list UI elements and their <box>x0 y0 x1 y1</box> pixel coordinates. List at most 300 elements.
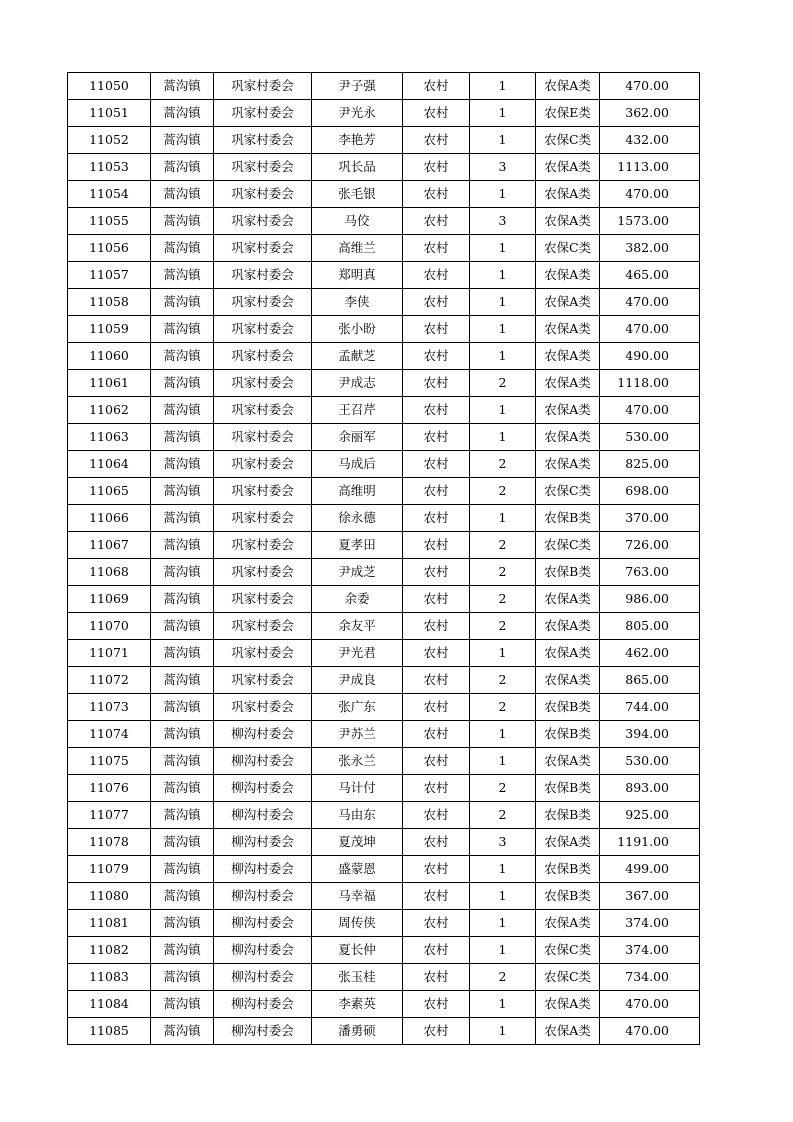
person-name-cell: 余丽军 <box>312 424 403 451</box>
residence-type-cell: 农村 <box>403 910 470 937</box>
village-committee-cell: 巩家村委会 <box>214 370 312 397</box>
town-cell: 蒿沟镇 <box>151 964 214 991</box>
household-size-cell: 1 <box>470 181 536 208</box>
household-size-cell: 2 <box>470 667 536 694</box>
town-cell: 蒿沟镇 <box>151 586 214 613</box>
record-id-cell: 11072 <box>68 667 151 694</box>
person-name-cell: 王召芹 <box>312 397 403 424</box>
village-committee-cell: 巩家村委会 <box>214 586 312 613</box>
table-row <box>68 262 700 289</box>
record-id-cell: 11059 <box>68 316 151 343</box>
town-cell: 蒿沟镇 <box>151 640 214 667</box>
town-cell: 蒿沟镇 <box>151 613 214 640</box>
insurance-category-cell: 农保B类 <box>536 694 600 721</box>
amount-cell: 470.00 <box>600 289 700 316</box>
household-size-cell: 1 <box>470 640 536 667</box>
table-row <box>68 748 700 775</box>
household-size-cell: 2 <box>470 559 536 586</box>
household-size-cell: 1 <box>470 910 536 937</box>
town-cell: 蒿沟镇 <box>151 235 214 262</box>
village-committee-cell: 柳沟村委会 <box>214 910 312 937</box>
insurance-category-cell: 农保A类 <box>536 343 600 370</box>
household-size-cell: 1 <box>470 856 536 883</box>
town-cell: 蒿沟镇 <box>151 505 214 532</box>
amount-cell: 734.00 <box>600 964 700 991</box>
residence-type-cell: 农村 <box>403 451 470 478</box>
amount-cell: 394.00 <box>600 721 700 748</box>
record-id-cell: 11082 <box>68 937 151 964</box>
record-id-cell: 11051 <box>68 100 151 127</box>
insurance-category-cell: 农保C类 <box>536 964 600 991</box>
village-committee-cell: 巩家村委会 <box>214 667 312 694</box>
household-size-cell: 1 <box>470 235 536 262</box>
amount-cell: 1191.00 <box>600 829 700 856</box>
village-committee-cell: 巩家村委会 <box>214 478 312 505</box>
residence-type-cell: 农村 <box>403 1018 470 1045</box>
amount-cell: 865.00 <box>600 667 700 694</box>
table-row <box>68 532 700 559</box>
town-cell: 蒿沟镇 <box>151 937 214 964</box>
table-row <box>68 1018 700 1045</box>
amount-cell: 470.00 <box>600 73 700 100</box>
person-name-cell: 李侠 <box>312 289 403 316</box>
record-id-cell: 11058 <box>68 289 151 316</box>
insurance-category-cell: 农保A类 <box>536 451 600 478</box>
amount-cell: 893.00 <box>600 775 700 802</box>
table-row <box>68 667 700 694</box>
table-row <box>68 964 700 991</box>
insurance-category-cell: 农保B类 <box>536 856 600 883</box>
town-cell: 蒿沟镇 <box>151 100 214 127</box>
record-id-cell: 11070 <box>68 613 151 640</box>
residence-type-cell: 农村 <box>403 424 470 451</box>
village-committee-cell: 巩家村委会 <box>214 262 312 289</box>
amount-cell: 367.00 <box>600 883 700 910</box>
household-size-cell: 2 <box>470 451 536 478</box>
village-committee-cell: 巩家村委会 <box>214 181 312 208</box>
village-committee-cell: 柳沟村委会 <box>214 829 312 856</box>
insurance-category-cell: 农保A类 <box>536 316 600 343</box>
town-cell: 蒿沟镇 <box>151 694 214 721</box>
insurance-category-cell: 农保B类 <box>536 883 600 910</box>
person-name-cell: 孟献芝 <box>312 343 403 370</box>
table-row <box>68 991 700 1018</box>
residence-type-cell: 农村 <box>403 559 470 586</box>
household-size-cell: 1 <box>470 397 536 424</box>
person-name-cell: 马成后 <box>312 451 403 478</box>
household-size-cell: 2 <box>470 370 536 397</box>
household-size-cell: 2 <box>470 694 536 721</box>
person-name-cell: 张小盼 <box>312 316 403 343</box>
person-name-cell: 尹子强 <box>312 73 403 100</box>
residence-type-cell: 农村 <box>403 289 470 316</box>
insurance-category-cell: 农保A类 <box>536 289 600 316</box>
record-id-cell: 11054 <box>68 181 151 208</box>
insurance-category-cell: 农保B类 <box>536 721 600 748</box>
insurance-category-cell: 农保B类 <box>536 802 600 829</box>
town-cell: 蒿沟镇 <box>151 856 214 883</box>
residence-type-cell: 农村 <box>403 397 470 424</box>
record-id-cell: 11064 <box>68 451 151 478</box>
record-id-cell: 11076 <box>68 775 151 802</box>
town-cell: 蒿沟镇 <box>151 343 214 370</box>
town-cell: 蒿沟镇 <box>151 73 214 100</box>
record-id-cell: 11085 <box>68 1018 151 1045</box>
record-id-cell: 11081 <box>68 910 151 937</box>
person-name-cell: 马计付 <box>312 775 403 802</box>
village-committee-cell: 柳沟村委会 <box>214 856 312 883</box>
table-row <box>68 235 700 262</box>
table-row <box>68 802 700 829</box>
insurance-category-cell: 农保A类 <box>536 829 600 856</box>
amount-cell: 530.00 <box>600 424 700 451</box>
village-committee-cell: 巩家村委会 <box>214 100 312 127</box>
record-id-cell: 11084 <box>68 991 151 1018</box>
residence-type-cell: 农村 <box>403 478 470 505</box>
record-id-cell: 11057 <box>68 262 151 289</box>
residence-type-cell: 农村 <box>403 262 470 289</box>
household-size-cell: 1 <box>470 127 536 154</box>
household-size-cell: 1 <box>470 505 536 532</box>
town-cell: 蒿沟镇 <box>151 721 214 748</box>
household-size-cell: 1 <box>470 1018 536 1045</box>
table-row <box>68 829 700 856</box>
town-cell: 蒿沟镇 <box>151 991 214 1018</box>
residence-type-cell: 农村 <box>403 316 470 343</box>
record-id-cell: 11063 <box>68 424 151 451</box>
amount-cell: 698.00 <box>600 478 700 505</box>
insurance-category-cell: 农保A类 <box>536 370 600 397</box>
amount-cell: 805.00 <box>600 613 700 640</box>
table-row <box>68 721 700 748</box>
town-cell: 蒿沟镇 <box>151 1018 214 1045</box>
residence-type-cell: 农村 <box>403 208 470 235</box>
household-size-cell: 1 <box>470 748 536 775</box>
residence-type-cell: 农村 <box>403 991 470 1018</box>
table-row <box>68 343 700 370</box>
person-name-cell: 张广东 <box>312 694 403 721</box>
village-committee-cell: 巩家村委会 <box>214 154 312 181</box>
amount-cell: 744.00 <box>600 694 700 721</box>
amount-cell: 374.00 <box>600 910 700 937</box>
amount-cell: 1113.00 <box>600 154 700 181</box>
residence-type-cell: 农村 <box>403 667 470 694</box>
amount-cell: 470.00 <box>600 1018 700 1045</box>
household-size-cell: 3 <box>470 829 536 856</box>
residence-type-cell: 农村 <box>403 721 470 748</box>
insurance-category-cell: 农保A类 <box>536 181 600 208</box>
person-name-cell: 徐永德 <box>312 505 403 532</box>
amount-cell: 465.00 <box>600 262 700 289</box>
residence-type-cell: 农村 <box>403 343 470 370</box>
record-id-cell: 11069 <box>68 586 151 613</box>
record-id-cell: 11077 <box>68 802 151 829</box>
table-row <box>68 181 700 208</box>
table-row <box>68 127 700 154</box>
residence-type-cell: 农村 <box>403 235 470 262</box>
amount-cell: 825.00 <box>600 451 700 478</box>
insurance-category-cell: 农保A类 <box>536 613 600 640</box>
village-committee-cell: 柳沟村委会 <box>214 721 312 748</box>
amount-cell: 1118.00 <box>600 370 700 397</box>
household-size-cell: 1 <box>470 73 536 100</box>
residence-type-cell: 农村 <box>403 640 470 667</box>
record-id-cell: 11056 <box>68 235 151 262</box>
table-row <box>68 451 700 478</box>
town-cell: 蒿沟镇 <box>151 667 214 694</box>
town-cell: 蒿沟镇 <box>151 802 214 829</box>
record-id-cell: 11067 <box>68 532 151 559</box>
table-row <box>68 100 700 127</box>
ledger-body <box>68 73 700 1045</box>
insurance-category-cell: 农保C类 <box>536 127 600 154</box>
household-size-cell: 1 <box>470 100 536 127</box>
person-name-cell: 夏长仲 <box>312 937 403 964</box>
person-name-cell: 张毛银 <box>312 181 403 208</box>
town-cell: 蒿沟镇 <box>151 289 214 316</box>
household-size-cell: 2 <box>470 613 536 640</box>
person-name-cell: 张玉桂 <box>312 964 403 991</box>
household-size-cell: 3 <box>470 208 536 235</box>
town-cell: 蒿沟镇 <box>151 262 214 289</box>
table-row <box>68 856 700 883</box>
residence-type-cell: 农村 <box>403 532 470 559</box>
person-name-cell: 夏茂坤 <box>312 829 403 856</box>
record-id-cell: 11078 <box>68 829 151 856</box>
insurance-category-cell: 农保E类 <box>536 100 600 127</box>
amount-cell: 530.00 <box>600 748 700 775</box>
village-committee-cell: 巩家村委会 <box>214 289 312 316</box>
village-committee-cell: 柳沟村委会 <box>214 775 312 802</box>
town-cell: 蒿沟镇 <box>151 424 214 451</box>
household-size-cell: 2 <box>470 775 536 802</box>
person-name-cell: 尹光君 <box>312 640 403 667</box>
record-id-cell: 11066 <box>68 505 151 532</box>
insurance-category-cell: 农保C类 <box>536 235 600 262</box>
ledger-table <box>67 72 700 1045</box>
residence-type-cell: 农村 <box>403 694 470 721</box>
insurance-category-cell: 农保B类 <box>536 505 600 532</box>
insurance-category-cell: 农保A类 <box>536 586 600 613</box>
village-committee-cell: 柳沟村委会 <box>214 802 312 829</box>
record-id-cell: 11053 <box>68 154 151 181</box>
record-id-cell: 11074 <box>68 721 151 748</box>
table-row <box>68 316 700 343</box>
table-row <box>68 397 700 424</box>
household-size-cell: 2 <box>470 964 536 991</box>
record-id-cell: 11052 <box>68 127 151 154</box>
amount-cell: 763.00 <box>600 559 700 586</box>
residence-type-cell: 农村 <box>403 748 470 775</box>
household-size-cell: 1 <box>470 424 536 451</box>
residence-type-cell: 农村 <box>403 964 470 991</box>
village-committee-cell: 柳沟村委会 <box>214 1018 312 1045</box>
record-id-cell: 11060 <box>68 343 151 370</box>
record-id-cell: 11079 <box>68 856 151 883</box>
table-row <box>68 370 700 397</box>
record-id-cell: 11065 <box>68 478 151 505</box>
household-size-cell: 1 <box>470 991 536 1018</box>
insurance-category-cell: 农保A类 <box>536 262 600 289</box>
town-cell: 蒿沟镇 <box>151 910 214 937</box>
village-committee-cell: 巩家村委会 <box>214 235 312 262</box>
residence-type-cell: 农村 <box>403 127 470 154</box>
insurance-category-cell: 农保A类 <box>536 397 600 424</box>
person-name-cell: 潘勇硕 <box>312 1018 403 1045</box>
person-name-cell: 郑明真 <box>312 262 403 289</box>
table-row <box>68 208 700 235</box>
village-committee-cell: 柳沟村委会 <box>214 937 312 964</box>
record-id-cell: 11050 <box>68 73 151 100</box>
person-name-cell: 尹光永 <box>312 100 403 127</box>
insurance-category-cell: 农保A类 <box>536 991 600 1018</box>
town-cell: 蒿沟镇 <box>151 181 214 208</box>
person-name-cell: 李艳芳 <box>312 127 403 154</box>
table-row <box>68 586 700 613</box>
amount-cell: 462.00 <box>600 640 700 667</box>
insurance-category-cell: 农保A类 <box>536 667 600 694</box>
person-name-cell: 尹苏兰 <box>312 721 403 748</box>
town-cell: 蒿沟镇 <box>151 559 214 586</box>
insurance-category-cell: 农保A类 <box>536 73 600 100</box>
village-committee-cell: 巩家村委会 <box>214 559 312 586</box>
person-name-cell: 高维明 <box>312 478 403 505</box>
amount-cell: 370.00 <box>600 505 700 532</box>
insurance-category-cell: 农保A类 <box>536 208 600 235</box>
amount-cell: 470.00 <box>600 181 700 208</box>
person-name-cell: 马幸福 <box>312 883 403 910</box>
village-committee-cell: 柳沟村委会 <box>214 883 312 910</box>
residence-type-cell: 农村 <box>403 586 470 613</box>
village-committee-cell: 柳沟村委会 <box>214 991 312 1018</box>
household-size-cell: 1 <box>470 883 536 910</box>
household-size-cell: 2 <box>470 802 536 829</box>
amount-cell: 925.00 <box>600 802 700 829</box>
table-row <box>68 775 700 802</box>
amount-cell: 499.00 <box>600 856 700 883</box>
household-size-cell: 1 <box>470 289 536 316</box>
town-cell: 蒿沟镇 <box>151 127 214 154</box>
person-name-cell: 余友平 <box>312 613 403 640</box>
person-name-cell: 尹成芝 <box>312 559 403 586</box>
amount-cell: 382.00 <box>600 235 700 262</box>
village-committee-cell: 巩家村委会 <box>214 532 312 559</box>
person-name-cell: 高维兰 <box>312 235 403 262</box>
town-cell: 蒿沟镇 <box>151 370 214 397</box>
insurance-category-cell: 农保C类 <box>536 478 600 505</box>
residence-type-cell: 农村 <box>403 505 470 532</box>
household-size-cell: 3 <box>470 154 536 181</box>
amount-cell: 726.00 <box>600 532 700 559</box>
residence-type-cell: 农村 <box>403 856 470 883</box>
record-id-cell: 11071 <box>68 640 151 667</box>
amount-cell: 1573.00 <box>600 208 700 235</box>
insurance-category-cell: 农保A类 <box>536 748 600 775</box>
town-cell: 蒿沟镇 <box>151 397 214 424</box>
record-id-cell: 11075 <box>68 748 151 775</box>
insurance-category-cell: 农保A类 <box>536 424 600 451</box>
household-size-cell: 2 <box>470 478 536 505</box>
residence-type-cell: 农村 <box>403 154 470 181</box>
town-cell: 蒿沟镇 <box>151 451 214 478</box>
residence-type-cell: 农村 <box>403 370 470 397</box>
village-committee-cell: 巩家村委会 <box>214 73 312 100</box>
town-cell: 蒿沟镇 <box>151 478 214 505</box>
amount-cell: 470.00 <box>600 397 700 424</box>
household-size-cell: 1 <box>470 343 536 370</box>
table-row <box>68 505 700 532</box>
village-committee-cell: 柳沟村委会 <box>214 964 312 991</box>
village-committee-cell: 巩家村委会 <box>214 424 312 451</box>
person-name-cell: 李素英 <box>312 991 403 1018</box>
insurance-category-cell: 农保B类 <box>536 559 600 586</box>
village-committee-cell: 巩家村委会 <box>214 316 312 343</box>
insurance-category-cell: 农保A类 <box>536 1018 600 1045</box>
household-size-cell: 1 <box>470 721 536 748</box>
insurance-category-cell: 农保B类 <box>536 775 600 802</box>
table-row <box>68 883 700 910</box>
amount-cell: 470.00 <box>600 991 700 1018</box>
village-committee-cell: 巩家村委会 <box>214 451 312 478</box>
town-cell: 蒿沟镇 <box>151 775 214 802</box>
table-row <box>68 478 700 505</box>
village-committee-cell: 柳沟村委会 <box>214 748 312 775</box>
table-row <box>68 289 700 316</box>
person-name-cell: 余委 <box>312 586 403 613</box>
town-cell: 蒿沟镇 <box>151 154 214 181</box>
amount-cell: 986.00 <box>600 586 700 613</box>
person-name-cell: 尹成志 <box>312 370 403 397</box>
table-row <box>68 694 700 721</box>
household-size-cell: 1 <box>470 316 536 343</box>
table-row <box>68 154 700 181</box>
village-committee-cell: 巩家村委会 <box>214 127 312 154</box>
residence-type-cell: 农村 <box>403 937 470 964</box>
town-cell: 蒿沟镇 <box>151 316 214 343</box>
village-committee-cell: 巩家村委会 <box>214 505 312 532</box>
household-size-cell: 2 <box>470 532 536 559</box>
insurance-category-cell: 农保C类 <box>536 532 600 559</box>
person-name-cell: 夏孝田 <box>312 532 403 559</box>
insurance-category-cell: 农保A类 <box>536 154 600 181</box>
table-row <box>68 640 700 667</box>
person-name-cell: 马由东 <box>312 802 403 829</box>
household-size-cell: 2 <box>470 586 536 613</box>
town-cell: 蒿沟镇 <box>151 829 214 856</box>
town-cell: 蒿沟镇 <box>151 883 214 910</box>
insurance-category-cell: 农保A类 <box>536 910 600 937</box>
amount-cell: 432.00 <box>600 127 700 154</box>
village-committee-cell: 巩家村委会 <box>214 640 312 667</box>
person-name-cell: 张永兰 <box>312 748 403 775</box>
record-id-cell: 11068 <box>68 559 151 586</box>
person-name-cell: 巩长品 <box>312 154 403 181</box>
village-committee-cell: 巩家村委会 <box>214 397 312 424</box>
person-name-cell: 盛蒙恩 <box>312 856 403 883</box>
record-id-cell: 11083 <box>68 964 151 991</box>
household-size-cell: 1 <box>470 937 536 964</box>
town-cell: 蒿沟镇 <box>151 208 214 235</box>
record-id-cell: 11061 <box>68 370 151 397</box>
person-name-cell: 尹成良 <box>312 667 403 694</box>
residence-type-cell: 农村 <box>403 613 470 640</box>
table-row <box>68 613 700 640</box>
table-row <box>68 937 700 964</box>
table-row <box>68 910 700 937</box>
town-cell: 蒿沟镇 <box>151 748 214 775</box>
record-id-cell: 11073 <box>68 694 151 721</box>
table-row <box>68 559 700 586</box>
